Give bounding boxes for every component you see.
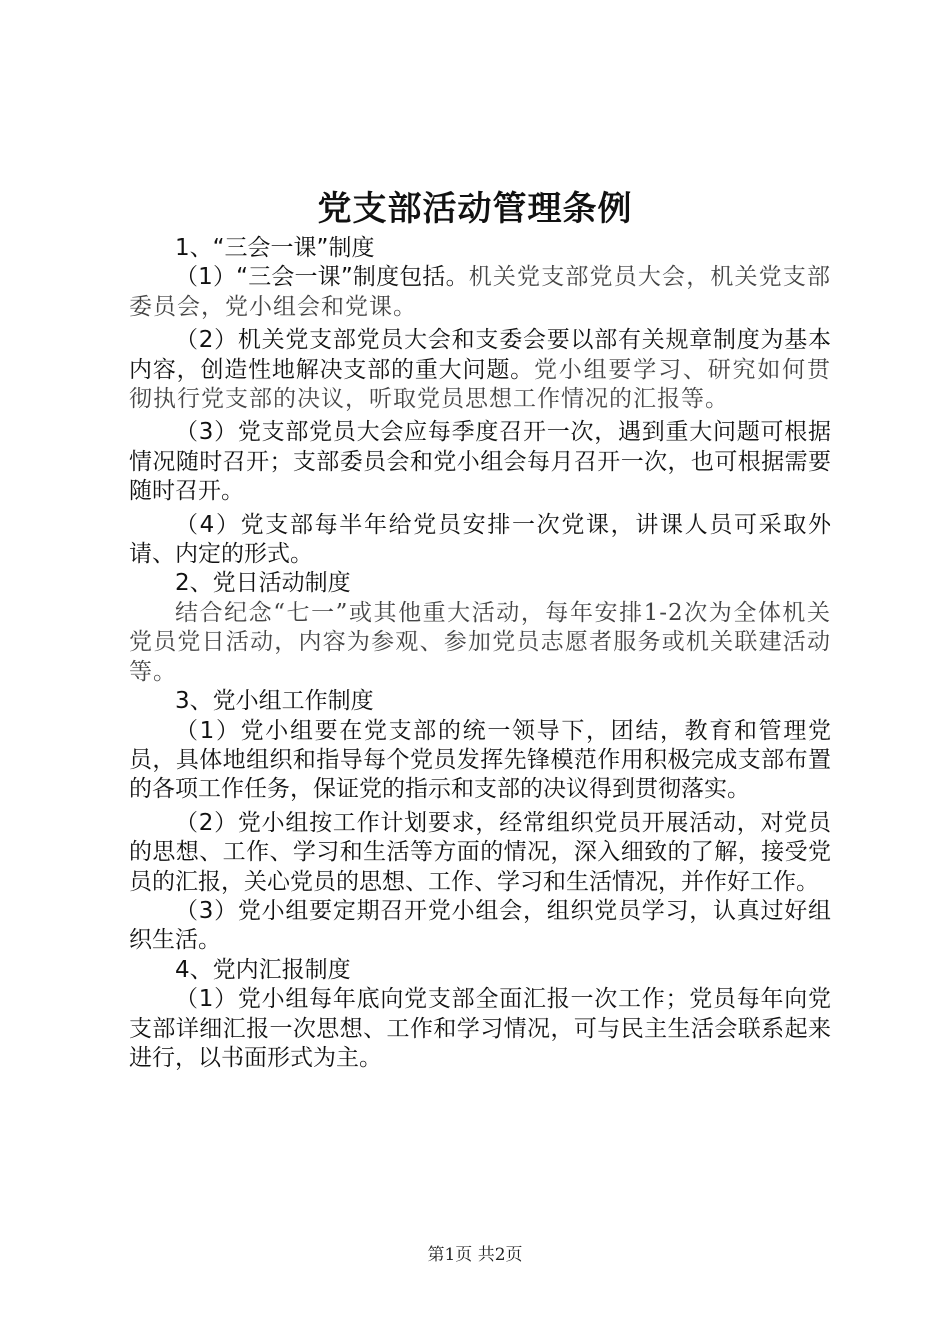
page-number: 第1页 共2页 (427, 1245, 523, 1265)
section-4-heading: 4、党内汇报制度 (175, 956, 351, 983)
section-3-paragraph-1: （1）党小组要在党支部的统一领导下，团结，教育和管理党员，具体地组织和指导每个党员发挥先锋模范作用积极完成支部布置的各项工作任务，保证党的指示和支部的决议得到贯彻落实。 (129, 717, 831, 803)
document-body (129, 234, 831, 1073)
section-1-heading: 1、“三会一课”制度 (175, 235, 375, 261)
section-1-paragraph-3: （3）党支部党员大会应每季度召开一次，遇到重大问题可根据情况随时召开；支部委员会和党小组会每月召开一次，也可根据需要随时召开。 (129, 419, 831, 505)
section-1-paragraph-1-rest: 机关党支部党员大会，机关党支部委员会，党小组会和党课。 (129, 264, 832, 320)
section-3-heading: 3、党小组工作制度 (175, 688, 374, 715)
section-1-paragraph-2 (129, 326, 831, 414)
section-1-paragraph-2-rest: 党小组要学习、研究如何贯彻执行党支部的决议，听取党员思想工作情况的汇报等。 (129, 356, 832, 413)
section-4-paragraph-1: （1）党小组每年底向党支部全面汇报一次工作；党员每年向党支部详细汇报一次思想、工作和学习情况，可与民主生活会联系起来进行，以书面形式为主。 (129, 986, 831, 1071)
section-1-paragraph-1-lead: （1）“三会一课”制度包括。 (175, 264, 469, 291)
section-1-paragraph-2-lead: （2）机关党支部党员大会和支委会要以部有关规章制度为基本内容，创造性地解决支部的重大问题。 (129, 327, 831, 383)
section-1-paragraph-4: （4）党支部每半年给党员安排一次党课，讲课人员可采取外请、内定的形式。 (129, 511, 831, 568)
section-3-paragraph-3: （3）党小组要定期召开党小组会，组织党员学习，认真过好组织生活。 (129, 897, 831, 954)
section-3-paragraph-2: （2）党小组按工作计划要求，经常组织党员开展活动，对党员的思想、工作、学习和生活等方面的情况，深入细致的了解，接受党员的汇报，关心党员的思想、工作、学习和生活情况，并作好工作。 (129, 809, 831, 895)
section-2-paragraph-1: 结合纪念“七一”或其他重大活动，每年安排1-2次为全体机关党员党日活动，内容为参观、参加党员志愿者服务或机关联建活动等。 (129, 599, 831, 685)
document-title: 党支部活动管理条例 (317, 189, 633, 229)
section-2-heading: 2、党日活动制度 (175, 570, 351, 597)
section-1-paragraph-1 (129, 263, 831, 322)
